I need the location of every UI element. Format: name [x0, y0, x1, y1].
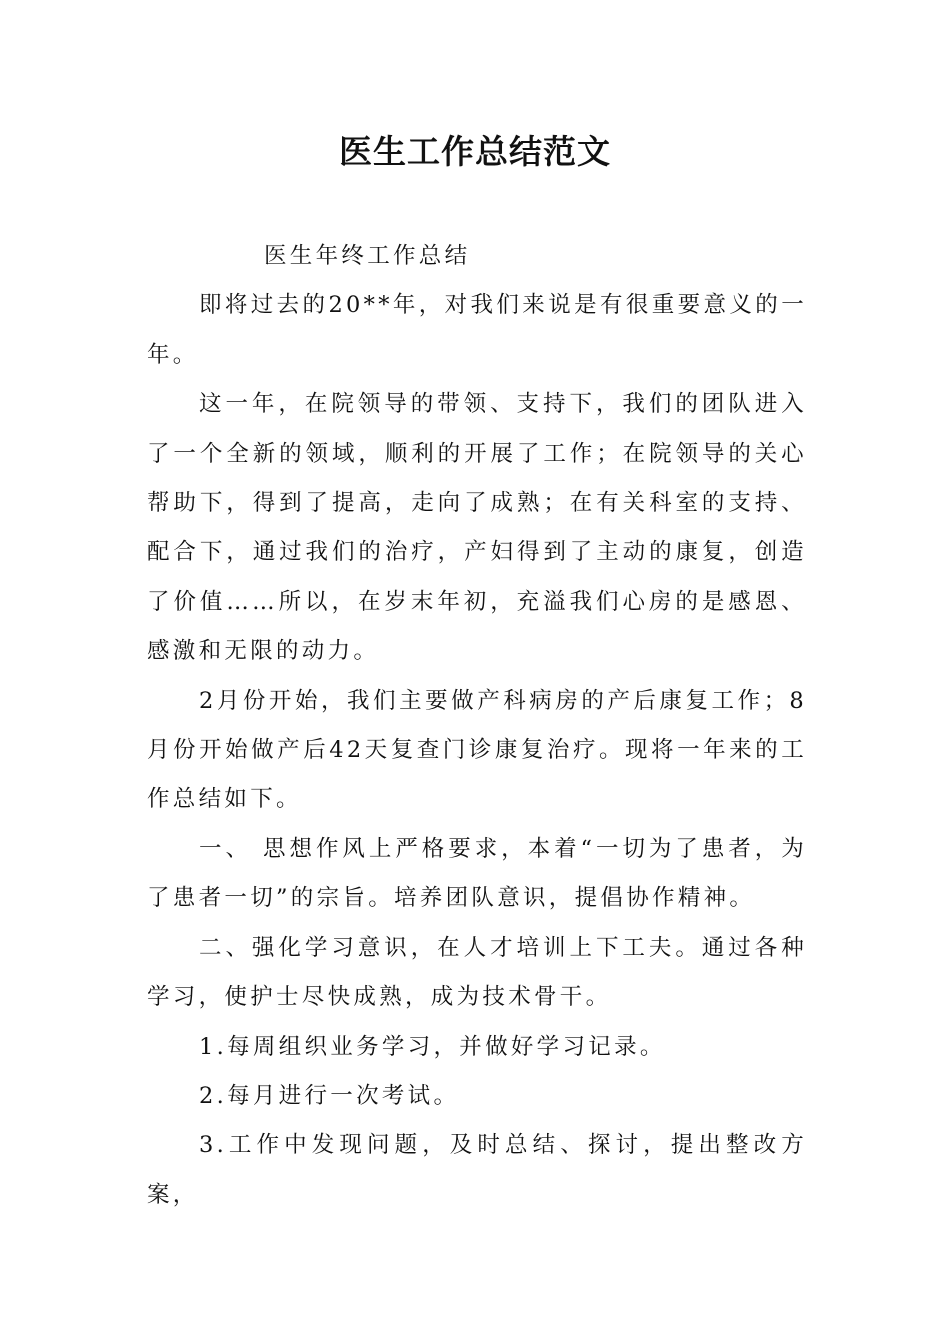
- list-item: 2.每月进行一次考试。: [199, 1082, 460, 1109]
- paragraph: 即将过去的20**年，对我们来说是有很重要意义的一年。: [147, 292, 807, 368]
- list-item: 3.工作中发现问题，及时总结、探讨，提出整改方案，: [147, 1132, 807, 1208]
- paragraph: 2月份开始，我们主要做产科病房的产后康复工作；8月份开始做产后42天复查门诊康复治疗。现将一年来的工作总结如下。: [147, 687, 807, 813]
- list-item: 1.每周组织业务学习，并做好学习记录。: [199, 1033, 666, 1060]
- document-subtitle: 医生年终工作总结: [264, 243, 471, 269]
- document-title: 医生工作总结范文: [339, 132, 611, 171]
- paragraph: 这一年，在院领导的带领、支持下，我们的团队进入了一个全新的领域，顺利的开展了工作；在院领导的关心帮助下，得到了提高，走向了成熟；在有关科室的支持、配合下，通过我们的治疗，产妇得到了主动的康复，创造了价值……所以，在岁末年初，充溢我们心房的是感恩、感激和无限的动力。: [147, 391, 807, 665]
- paragraph: 一、 思想作风上严格要求，本着“一切为了患者，为了患者一切”的宗旨。培养团队意识，提倡协作精神。: [147, 835, 807, 912]
- document-body: [147, 232, 807, 1220]
- paragraph: 二、强化学习意识，在人才培训上下工夫。通过各种学习，使护士尽快成熟，成为技术骨干。: [147, 934, 807, 1011]
